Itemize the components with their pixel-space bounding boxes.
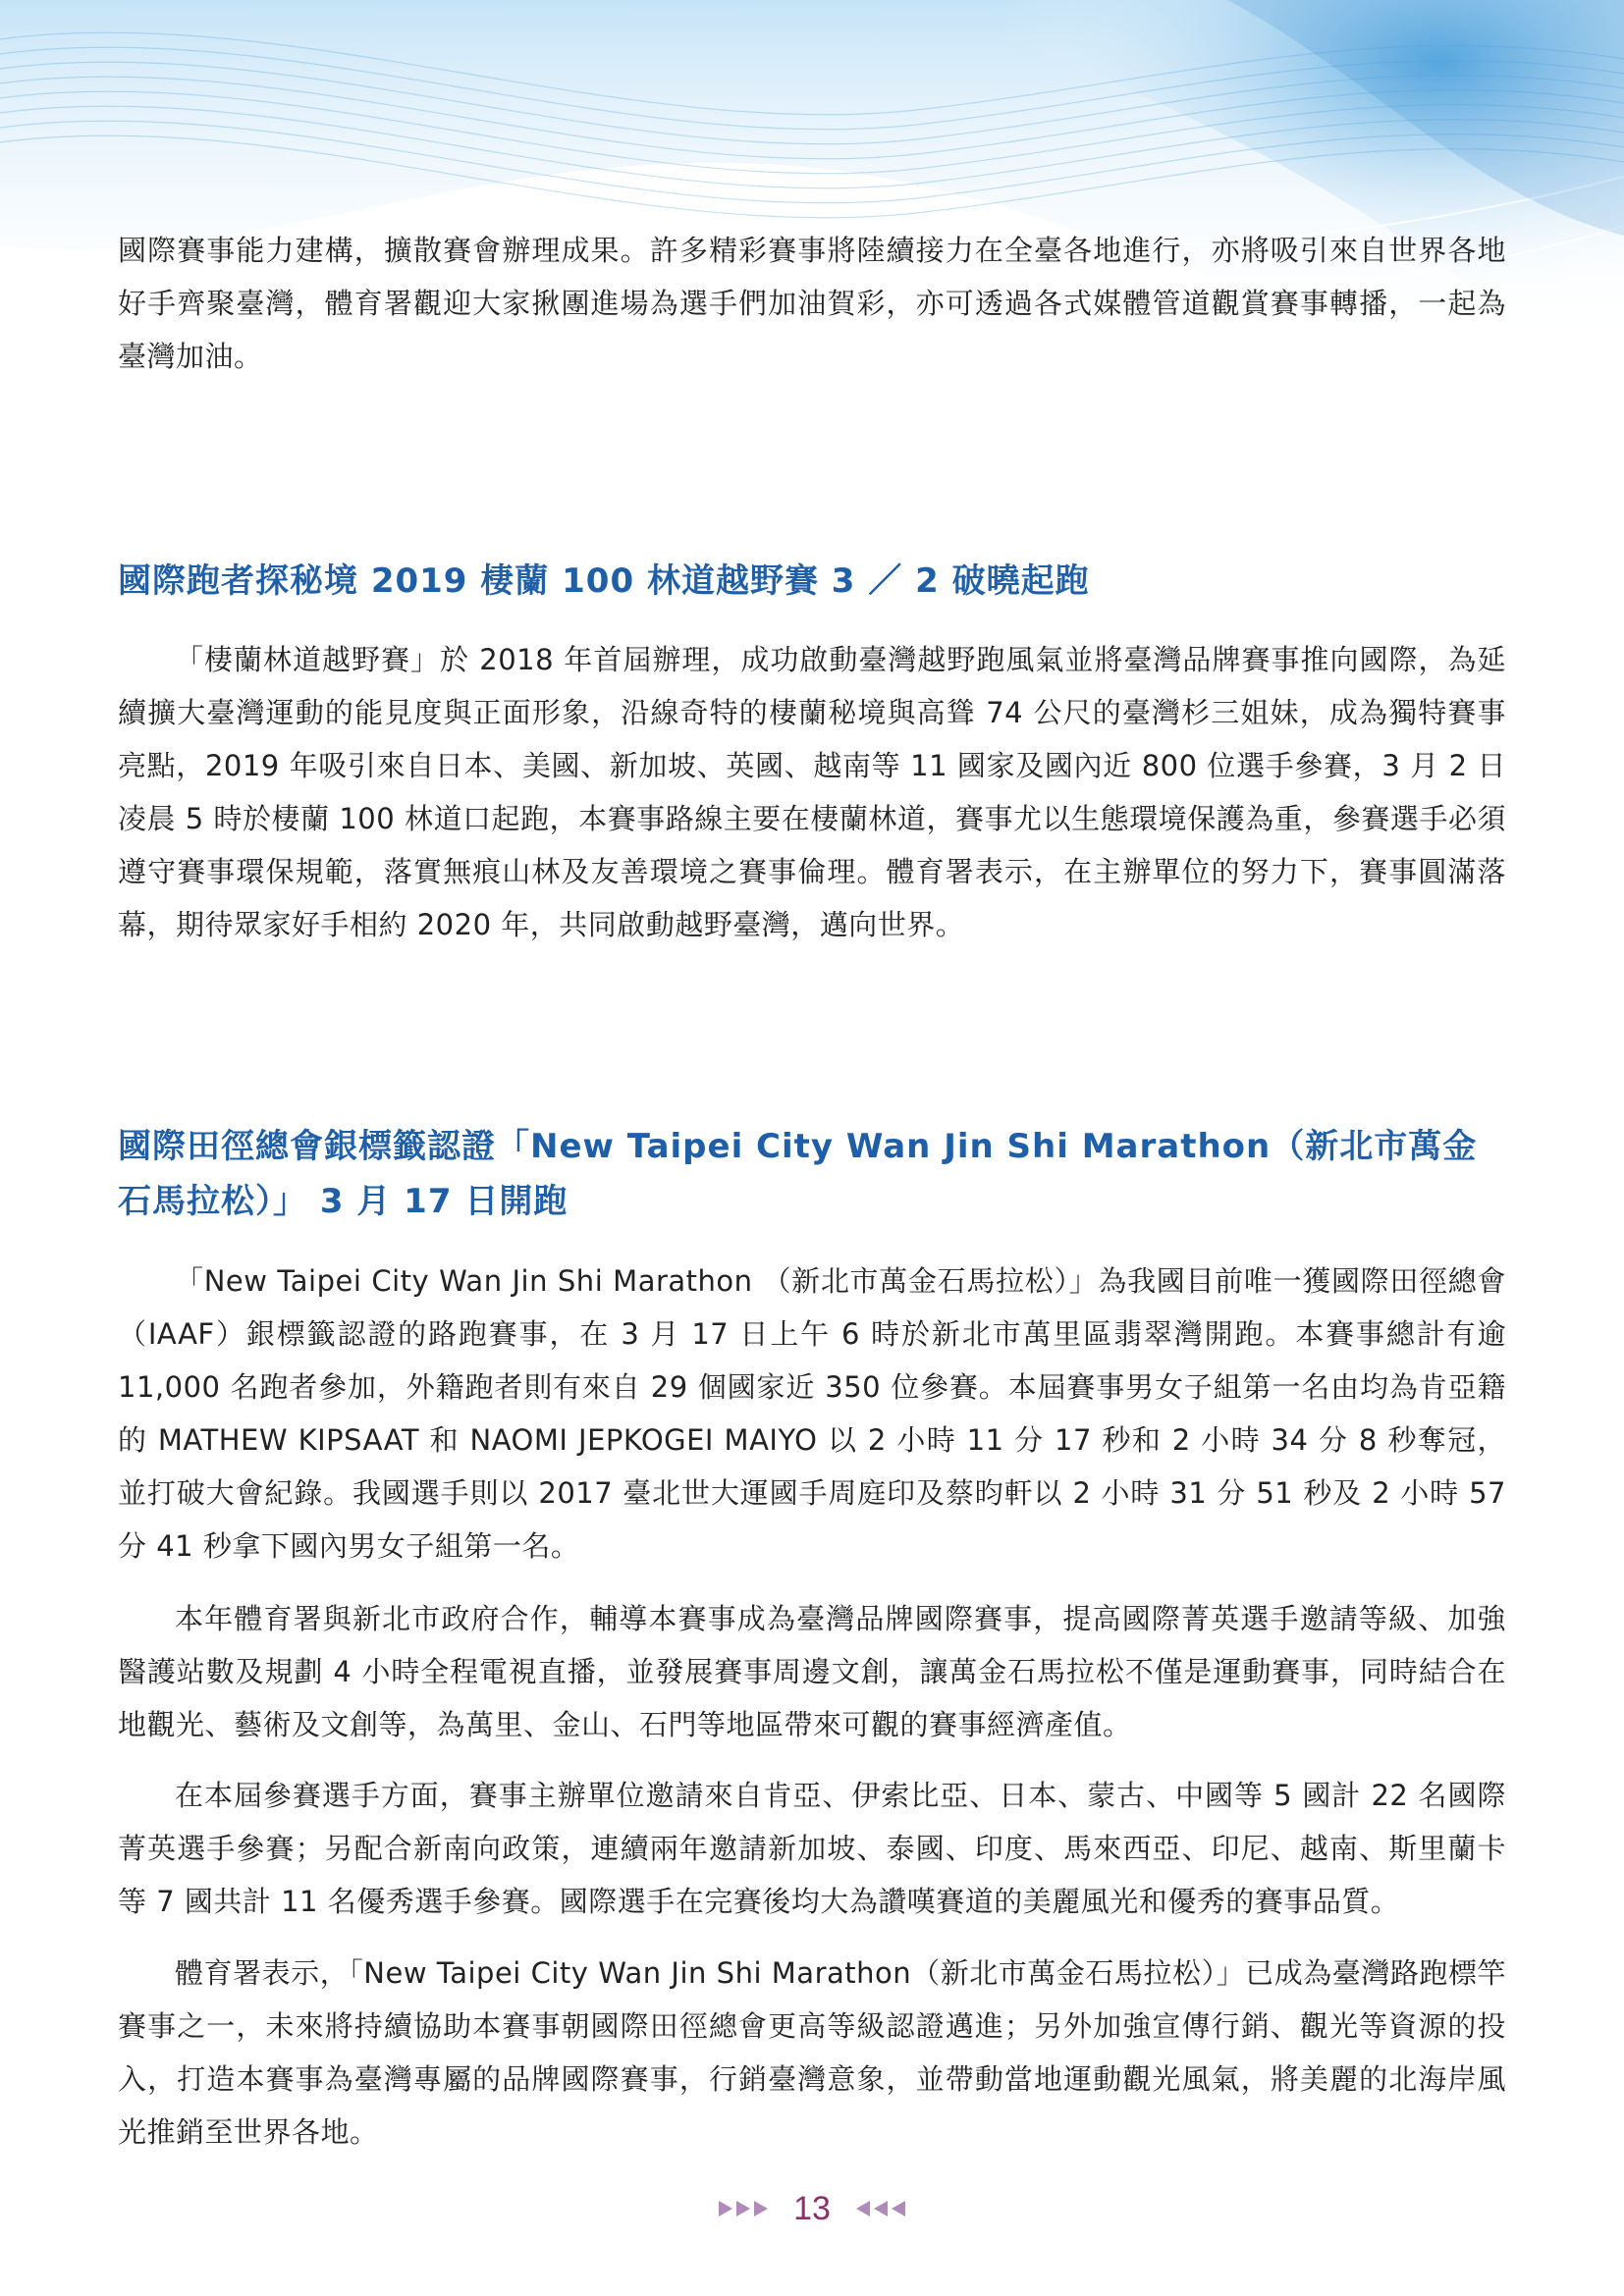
- section2-paragraph: 「New Taipei City Wan Jin Shi Marathon （新北市萬金石馬拉松）」為我國目前唯一獲國際田徑總會（IAAF）銀標籤認證的路跑賽事，在 3 月 17 日上午 6 時於新北市萬里區翡翠灣開跑。本賽事總計有逾 11,000 名跑者參加，外籍跑者則有來自 29 個國家近 350 位參賽。本屆賽事男女子組第一名由均為肯亞籍的 MATHEW KIPSAAT 和 NAOMI JEPKOGEI MAIYO 以 2 小時 11 分 17 秒和 2 小時 34 分 8 秒奪冠，並打破大會紀錄。我國選手則以 2017 臺北世大運國手周庭印及蔡昀軒以 2 小時 31 分 51 秒及 2 小時 57 分 41 秒拿下國內男女子組第一名。: [118, 1264, 1506, 1563]
- section2-paragraph: 本年體育署與新北市政府合作，輔導本賽事成為臺灣品牌國際賽事，提高國際菁英選手邀請等級、加強醫護站數及規劃 4 小時全程電視直播，並發展賽事周邊文創，讓萬金石馬拉松不僅是運動賽事，同時結合在地觀光、藝術及文創等，為萬里、金山、石門等地區帶來可觀的賽事經濟產值。: [118, 1602, 1506, 1741]
- section2-heading: 國際田徑總會銀標籤認證「New Taipei City Wan Jin Shi Marathon（新北市萬金石馬拉松）」 3 月 17 日開跑: [118, 1127, 1478, 1221]
- section1-paragraph: 「棲蘭林道越野賽」於 2018 年首屆辦理，成功啟動臺灣越野跑風氣並將臺灣品牌賽事推向國際，為延續擴大臺灣運動的能見度與正面形象，沿線奇特的棲蘭秘境與高聳 74 公尺的臺灣杉三姐妹，成為獨特賽事亮點，2019 年吸引來自日本、美國、新加坡、英國、越南等 11 國家及國內近 800 位選手參賽，3 月 2 日凌晨 5 時於棲蘭 100 林道口起跑，本賽事路線主要在棲蘭林道，賽事尤以生態環境保護為重，參賽選手必須遵守賽事環保規範，落實無痕山林及友善環境之賽事倫理。體育署表示，在主辦單位的努力下，賽事圓滿落幕，期待眾家好手相約 2020 年，共同啟動越野臺灣，邁向世界。: [118, 643, 1506, 941]
- intro-paragraph: 國際賽事能力建構，擴散賽會辦理成果。許多精彩賽事將陸續接力在全臺各地進行，亦將吸引來自世界各地好手齊聚臺灣，體育署觀迎大家揪團進場為選手們加油賀彩，亦可透過各式媒體管道觀賞賽事轉播，一起為臺灣加油。: [118, 234, 1506, 373]
- left-arrows-icon: [856, 2201, 905, 2216]
- right-arrows-icon: [719, 2201, 768, 2216]
- page-number: 13: [793, 2189, 831, 2227]
- section2-paragraph: 在本屆參賽選手方面，賽事主辦單位邀請來自肯亞、伊索比亞、日本、蒙古、中國等 5 國計 22 名國際菁英選手參賽；另配合新南向政策，連續兩年邀請新加坡、泰國、印度、馬來西亞、印尼、越南、斯里蘭卡等 7 國共計 11 名優秀選手參賽。國際選手在完賽後均大為讚嘆賽道的美麗風光和優秀的賽事品質。: [118, 1779, 1506, 1918]
- page-footer: [0, 2184, 1624, 2233]
- section2-paragraph: 體育署表示，「New Taipei City Wan Jin Shi Marathon（新北市萬金石馬拉松）」已成為臺灣路跑標竿賽事之一，未來將持續協助本賽事朝國際田徑總會更高等級認證邁進；另外加強宣傳行銷、觀光等資源的投入，打造本賽事為臺灣專屬的品牌國際賽事，行銷臺灣意象，並帶動當地運動觀光風氣，將美麗的北海岸風光推銷至世界各地。: [118, 1956, 1506, 2149]
- section1-heading: 國際跑者探秘境 2019 棲蘭 100 林道越野賽 3 ／ 2 破曉起跑: [118, 561, 1090, 601]
